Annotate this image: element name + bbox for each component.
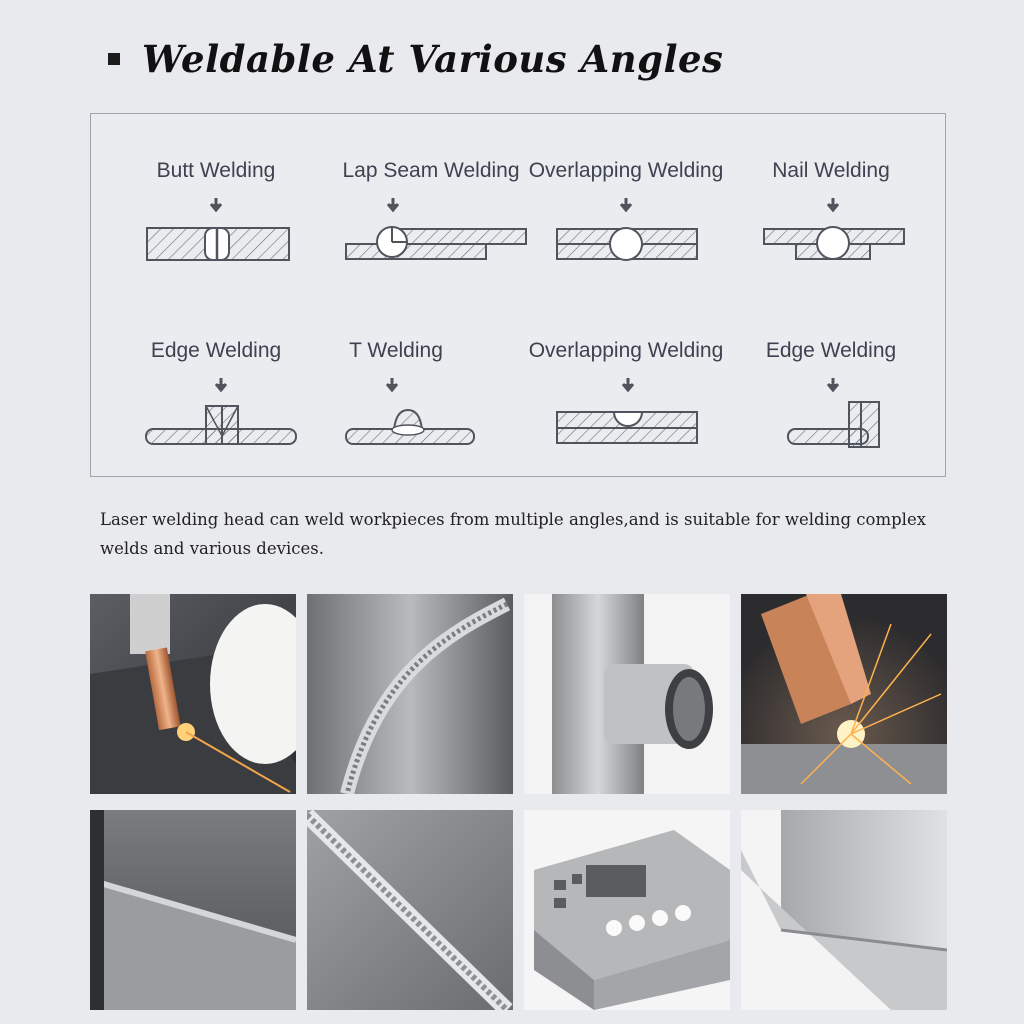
weld-type-label: Butt Welding — [156, 159, 276, 182]
weld-type-label: Lap Seam Welding — [342, 159, 520, 182]
weld-type-overlapping-groove — [526, 308, 726, 464]
pipe-seam-weld-photo — [307, 594, 513, 794]
weld-type-corner-edge — [731, 308, 931, 464]
weld-type-lap-seam — [331, 128, 531, 284]
weld-type-label: Overlapping Welding — [528, 339, 724, 362]
welding-head-on-corner-photo — [90, 594, 296, 794]
weld-type-label: Edge Welding — [765, 339, 897, 362]
straight-bead-weld-photo — [307, 810, 513, 1010]
weld-type-overlapping — [526, 128, 726, 284]
edge-weld-icon — [116, 364, 316, 464]
bullet-square-icon — [108, 53, 120, 65]
overlapping-weld-icon — [526, 184, 726, 284]
t-weld-icon — [296, 364, 496, 464]
weld-types-panel — [90, 113, 946, 477]
lap-seam-weld-icon — [331, 184, 531, 284]
stainless-box-photo — [524, 810, 730, 1010]
nail-weld-icon — [731, 184, 931, 284]
weld-type-butt — [116, 128, 316, 284]
weld-type-label: T Welding — [349, 339, 443, 362]
angle-bracket-photo — [741, 810, 947, 1010]
corner-edge-weld-icon — [731, 364, 931, 464]
weld-type-label: Edge Welding — [150, 339, 282, 362]
weld-type-edge — [116, 308, 316, 464]
overlapping-groove-weld-icon — [526, 364, 726, 464]
weld-type-label: Overlapping Welding — [528, 159, 724, 182]
butt-weld-icon — [116, 184, 316, 284]
laser-sparks-photo — [741, 594, 947, 794]
fillet-weld-corner-photo — [90, 810, 296, 1010]
page-title: Weldable At Various Angles — [142, 37, 724, 81]
page-heading — [108, 34, 723, 84]
weld-type-label: Nail Welding — [772, 159, 890, 182]
tube-t-joint-photo — [524, 594, 730, 794]
weld-type-nail — [731, 128, 931, 284]
weld-type-t — [296, 308, 496, 464]
description-text: Laser welding head can weld workpieces from multiple angles,and is suitable for welding complex welds and various devices. — [100, 510, 927, 558]
